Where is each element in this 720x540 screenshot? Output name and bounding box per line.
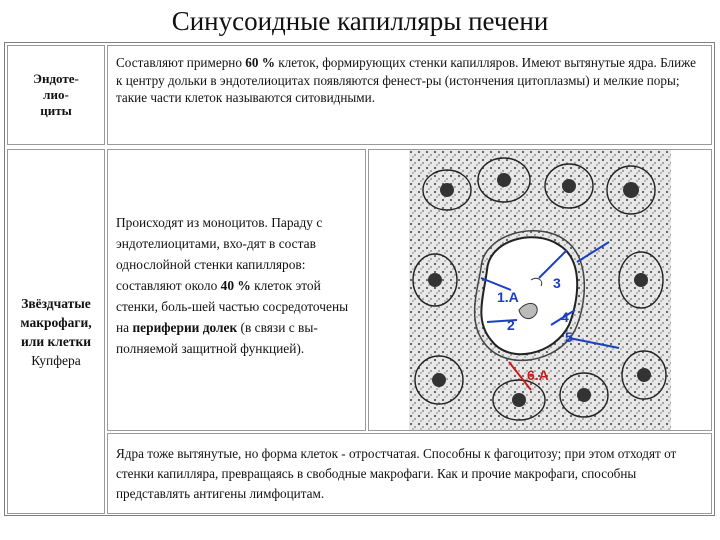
text-kupffer-origin <box>107 149 366 431</box>
text-emphasis: периферии долек <box>132 320 238 335</box>
text-part: Составляют примерно <box>116 55 246 70</box>
figure-label-4: 4 <box>561 309 569 325</box>
text-part: (в связи с вы-полняемой защитной функцией). <box>116 320 318 356</box>
text-emphasis: 60 % <box>245 55 275 70</box>
figure-label-3: 3 <box>553 275 561 291</box>
text-emphasis: 40 % <box>220 278 251 293</box>
label-line: макрофаги, <box>20 314 92 330</box>
label-line: Звёздчатые <box>21 295 91 311</box>
label-line: циты <box>40 103 72 118</box>
label-line: лио- <box>43 87 69 102</box>
text-part: Ядра тоже вытянутые, но форма клеток - отростчатая. Способны к фагоцитозу; при этом отходят от стенки капилляра, превращаясь в свободные макрофаги. Как и прочие макрофаги, способны представлять антигены лимфоцитам. <box>116 446 677 501</box>
slide-title: Синусоидные капилляры печени <box>171 6 549 36</box>
label-line: Эндоте- <box>33 71 79 86</box>
text-part: клеток, формирующих стенки капилляров. Имеют вытянутые ядра. Ближе к центру дольки в эндотелиоцитах появляются фенест-ры (истончения цитоплазмы) и мелкие поры; такие части клеток называются ситовидными. <box>116 55 696 106</box>
micrograph-panel <box>368 149 712 431</box>
label-kupffer-cells <box>7 149 105 514</box>
text-endotheliocytes <box>107 45 712 145</box>
text-kupffer-properties <box>107 433 712 514</box>
text-part: Происходят из моноцитов. Параду с эндотелиоцитами, вхо-дят в состав однослойной стенки капилляров: составляют около <box>116 215 323 293</box>
figure-label-1a: 1.А <box>497 289 519 305</box>
figure-label-6a: 6.А <box>527 367 549 383</box>
label-endotheliocytes <box>7 45 105 145</box>
figure-label-2: 2 <box>507 317 515 333</box>
liver-micrograph <box>369 150 711 430</box>
content-table <box>4 42 715 516</box>
label-line: Купфера <box>31 352 81 368</box>
figure-label-5: 5 <box>565 329 573 345</box>
text-part: клеток этой стенки, боль-шей частью сосредоточены на <box>116 278 349 335</box>
label-line: или клетки <box>20 333 92 349</box>
